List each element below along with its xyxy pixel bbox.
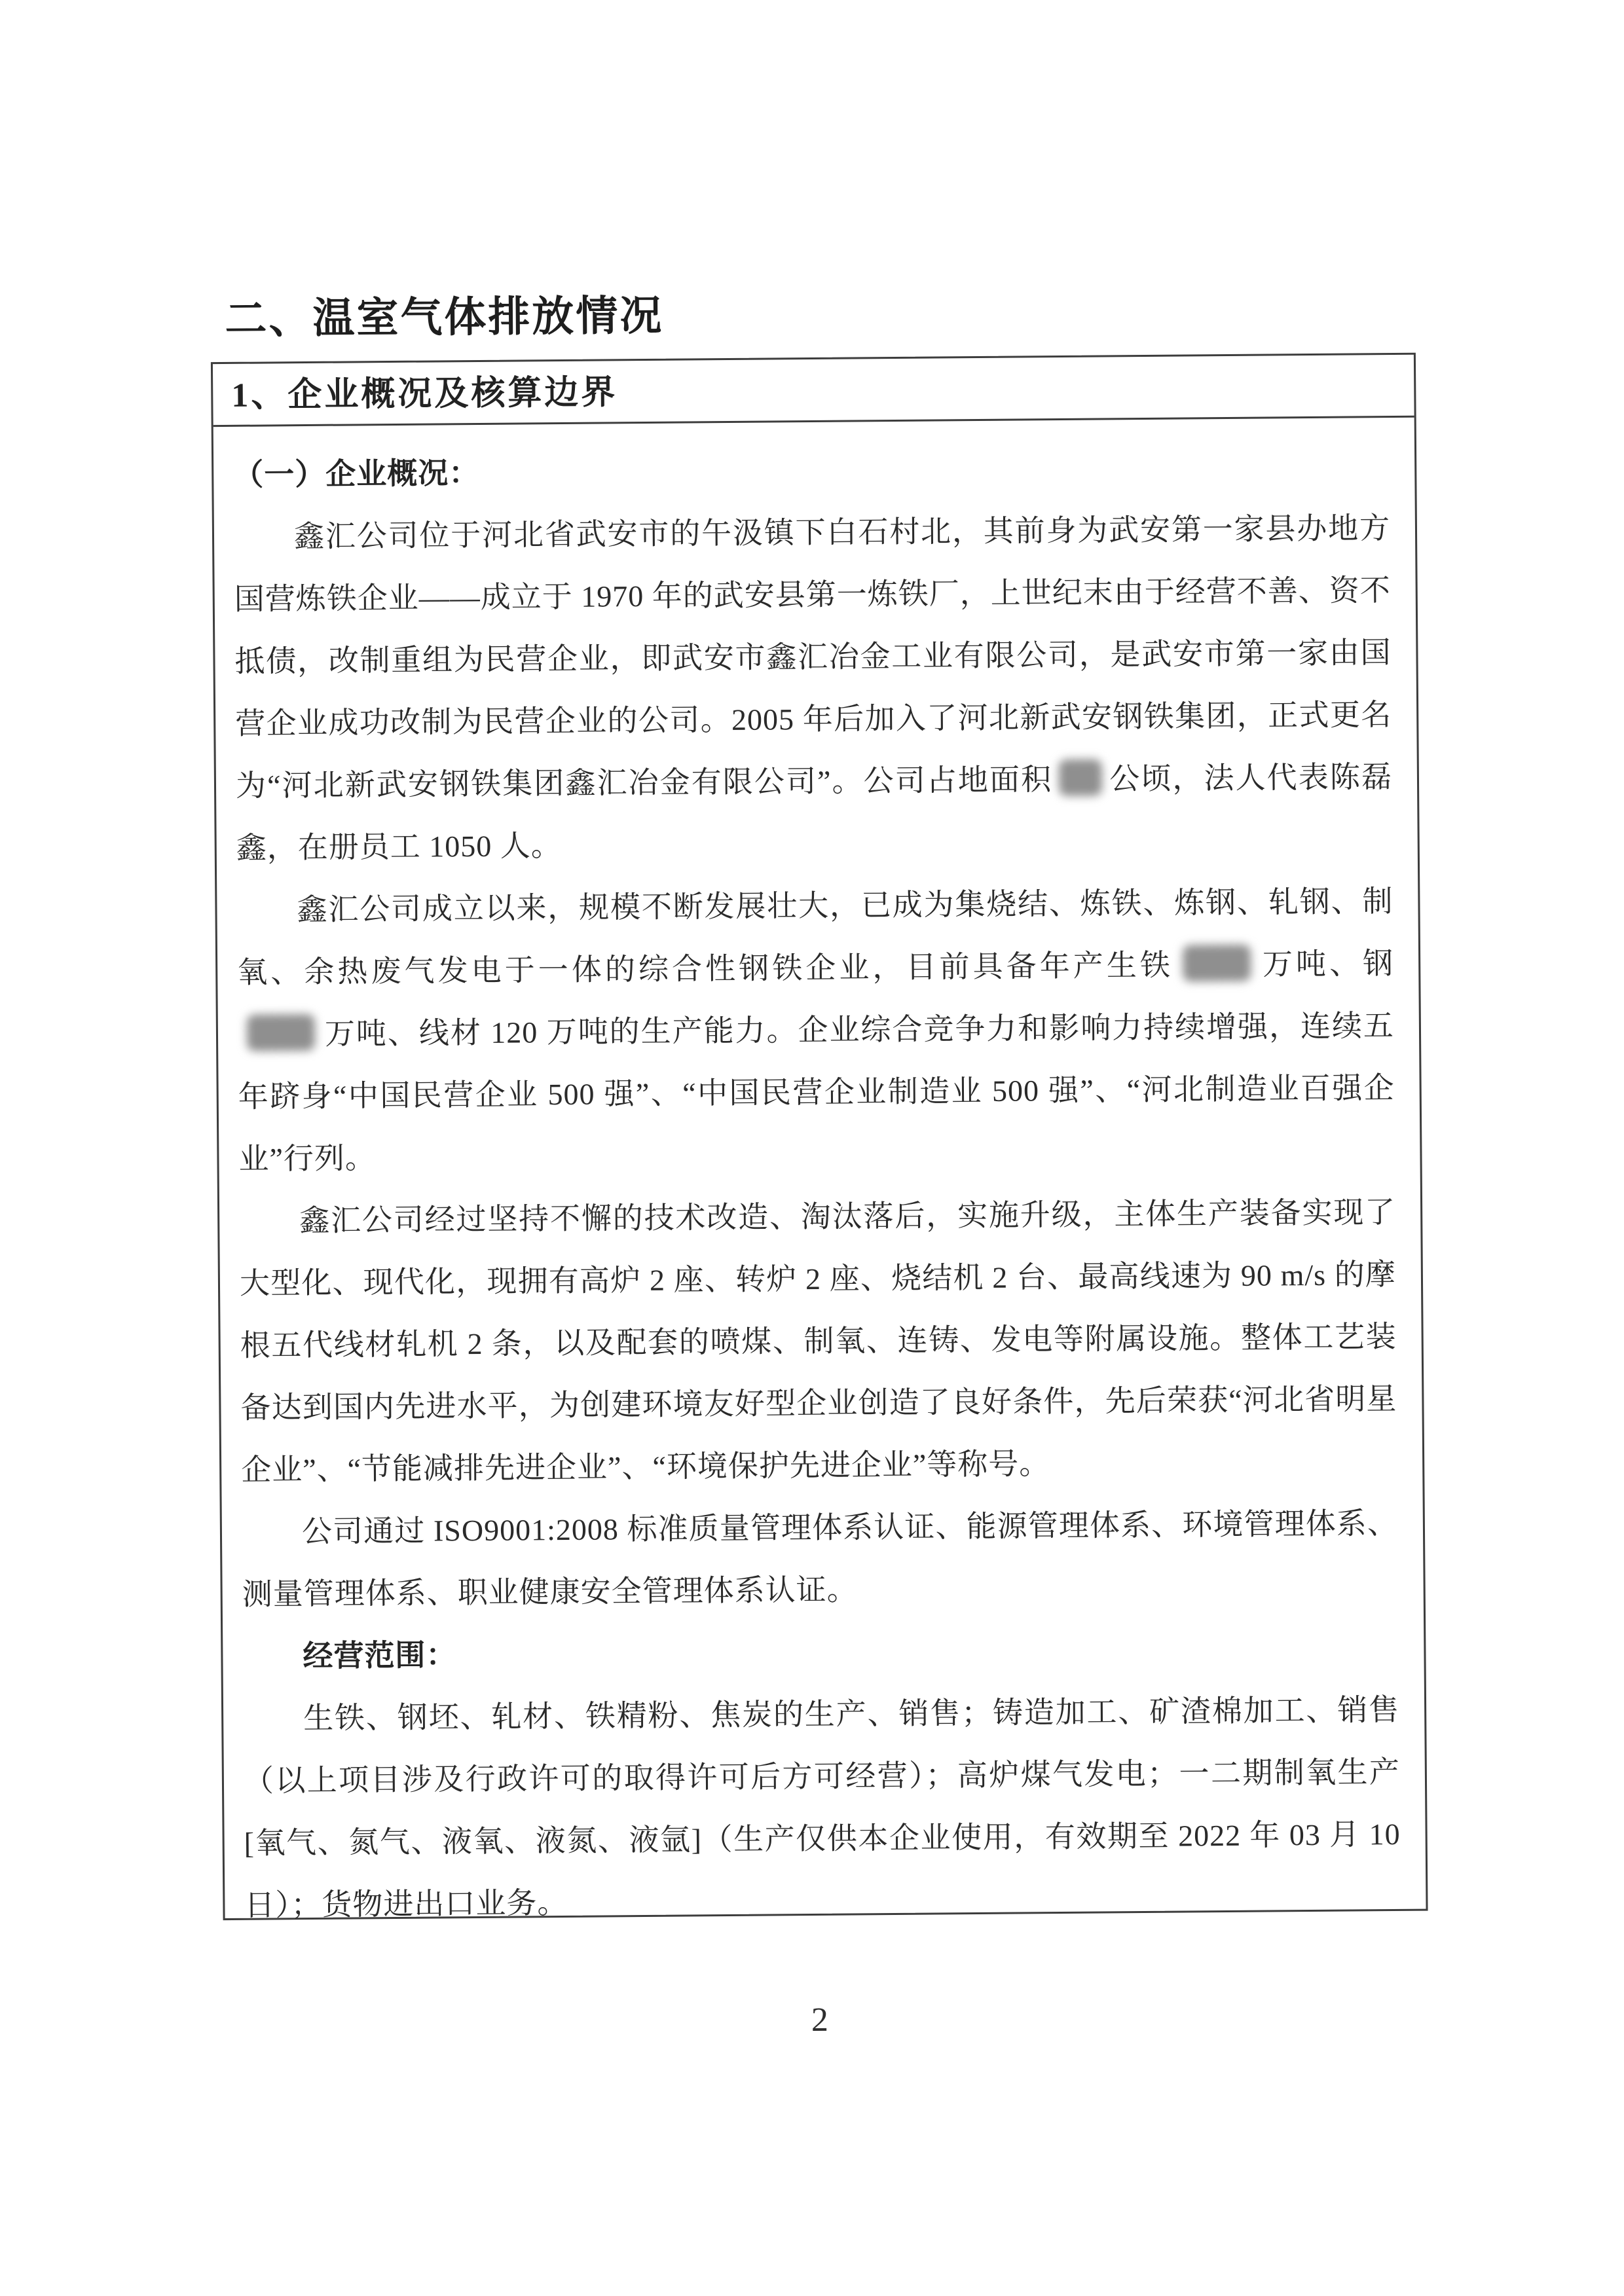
paragraph-text: 公顷，法人代表陈磊鑫，在册员工 1050 人。 (236, 760, 1393, 865)
redacted-value (1183, 945, 1251, 982)
paragraph-business-scope: 生铁、钢坯、轧材、铁精粉、焦炭的生产、销售；铸造加工、矿渣棉加工、销售（以上项目涉及行政许可的取得许可后方可经营）；高炉煤气发电；一二期制氧生产[氧气、氮气、液氧、液氮、液氩]（生产仅供本企业使用，有效期至 2022 年 03 月 10 日）；货物进出口业务。 (243, 1692, 1401, 1922)
paragraph-certifications: 公司通过 ISO9001:2008 标准质量管理体系认证、能源管理体系、环境管理体系、测量管理体系、职业健康安全管理体系认证。 (242, 1506, 1399, 1611)
paragraph-text: 鑫汇公司成立以来，规模不断发展壮大，已成为集烧结、炼铁、炼钢、轧钢、制氧、余热废气发电于一体的综合性钢铁企业，目前具备年产生铁 (237, 884, 1393, 989)
business-scope-heading: 经营范围： (303, 1638, 457, 1673)
page-number: 2 (811, 2001, 829, 2039)
paragraph-company-scale (236, 870, 1395, 1190)
paragraph-text: 鑫汇公司位于河北省武安市的午汲镇下白石村北，其前身为武安第一家县办地方国营炼铁企业——成立于 1970 年的武安县第一炼铁厂，上世纪末由于经营不善、资不抵债，改制重组为民营企业，即武安市鑫汇冶金工业有限公司，是武安市第一家由国营企业成功改制为民营企业的公司。2005 年后加入了河北新武安钢铁集团，正式更名为“河北新武安钢铁集团鑫汇冶金有限公司”。公司占地面积 (234, 511, 1392, 803)
overview-heading: （一）企业概况： (233, 456, 480, 492)
paragraph-text: 万吨、钢 (1259, 946, 1394, 981)
section-title: 二、温室气体排放情况 (225, 291, 664, 342)
redacted-value (1059, 759, 1102, 796)
enterprise-overview-panel (211, 353, 1428, 1920)
redacted-value (247, 1014, 315, 1051)
panel-body (213, 418, 1426, 1937)
paragraph-text: 万吨、线材 120 万吨的生产能力。企业综合竞争力和影响力持续增强，连续五年跻身“中国民营企业 500 强”、“中国民营企业制造业 500 强”、“河北制造业百强企业”行列。 (238, 1008, 1395, 1176)
panel-header: 1、企业概况及核算边界 (213, 355, 1414, 427)
paragraph-equipment-upgrades: 鑫汇公司经过坚持不懈的技术改造、淘汰落后，实施升级，主体生产装备实现了大型化、现代化，现拥有高炉 2 座、转炉 2 座、烧结机 2 台、最高线速为 90 m/s 的摩根五代线材轧机 2 条，以及配套的喷煤、制氧、连铸、发电等附属设施。整体工艺装备达到国内先进水平，为创建环境友好型企业创造了良好条件，先后荣获“河北省明星企业”、“节能减排先进企业”、“环境保护先进企业”等称号。 (239, 1195, 1397, 1487)
paragraph-company-history (234, 497, 1393, 879)
